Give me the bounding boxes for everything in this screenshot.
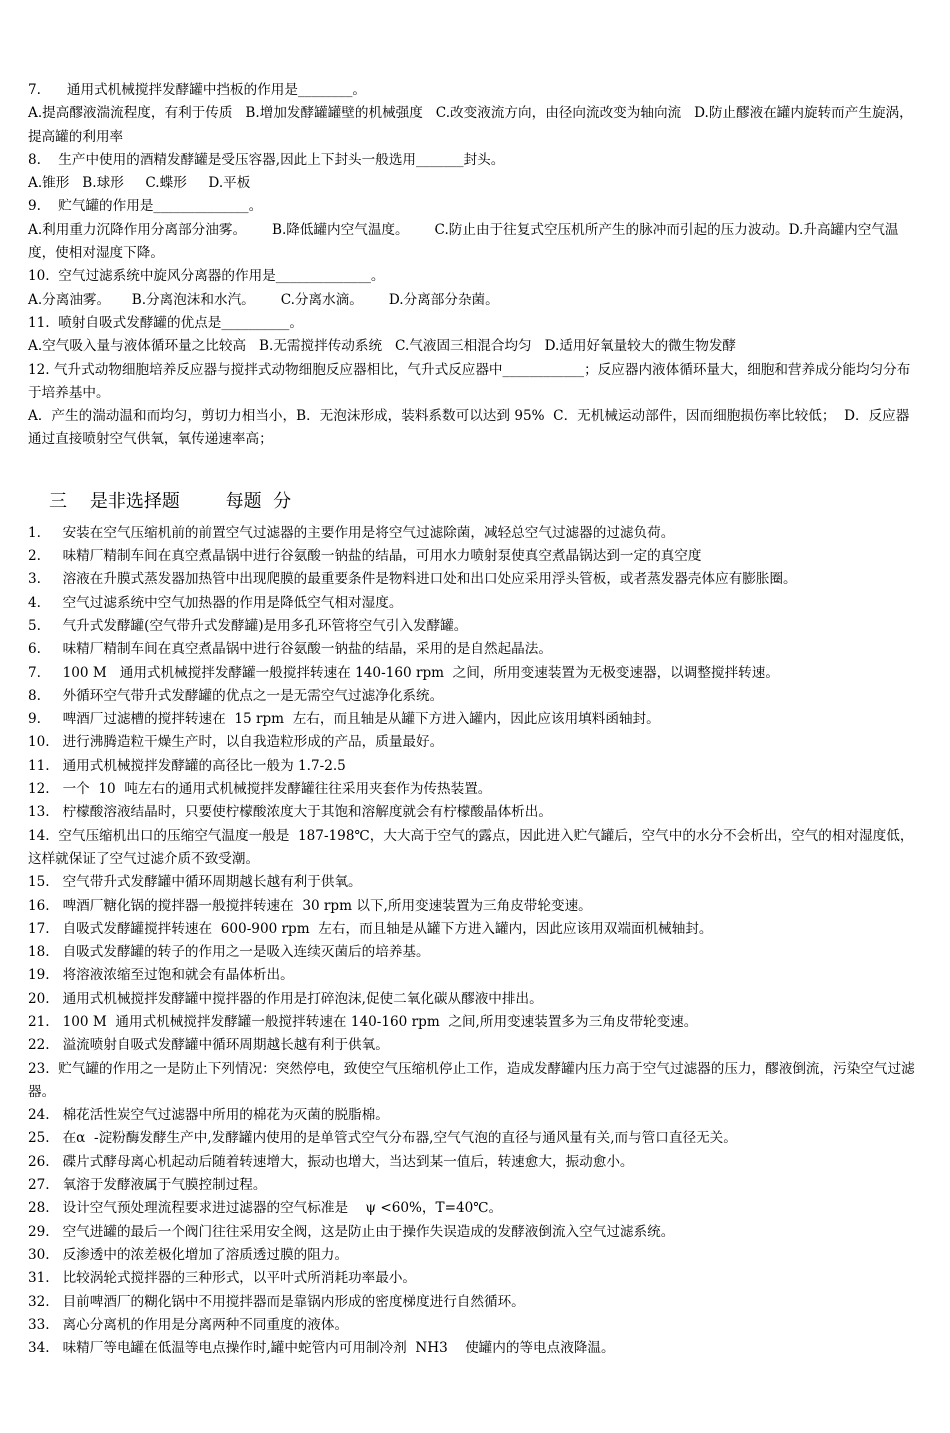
question-line: 9. 啤酒厂过滤槽的搅拌转速在 15 rpm 左右，而且轴是从罐下方进入罐内，因此应该用填料函轴封。 bbox=[28, 711, 660, 728]
question-line: 8. 生产中使用的酒精发酵罐是受压容器,因此上下封头一般选用_______封头。 bbox=[28, 151, 505, 168]
section-title: 三 是非选择题 每题 分 bbox=[49, 490, 292, 512]
question-line: 27. 氧溶于发酵液属于气膜控制过程。 bbox=[28, 1177, 267, 1194]
question-line: 22. 溢流喷射自吸式发酵罐中循环周期越长越有利于供氧。 bbox=[28, 1037, 389, 1054]
question-line: 12. 一个 10 吨左右的通用式机械搅拌发酵罐往往采用夹套作为传热装置。 bbox=[28, 781, 492, 798]
section-spacer bbox=[28, 452, 922, 490]
question-line: 20. 通用式机械搅拌发酵罐中搅拌器的作用是打碎泡沫,促使二氧化碳从醪液中排出。 bbox=[28, 990, 543, 1007]
question-line: 32. 目前啤酒厂的糊化锅中不用搅拌器而是靠锅内形成的密度梯度进行自然循环。 bbox=[28, 1293, 525, 1310]
question-line: 25. 在α -淀粉酶发酵生产中,发酵罐内使用的是单管式空气分布器,空气气泡的直径与通风量有关,而与管口直径无关。 bbox=[28, 1130, 737, 1147]
true-false-questions-section bbox=[28, 522, 922, 1361]
question-line: 5. 气升式发酵罐(空气带升式发酵罐)是用多孔环管将空气引入发酵罐。 bbox=[28, 617, 468, 634]
question-line: 19. 将溶液浓缩至过饱和就会有晶体析出。 bbox=[28, 967, 294, 984]
question-line: 2. 味精厂精制车间在真空煮晶锅中进行谷氨酸一钠盐的结晶，可用水力喷射泵使真空煮晶锅达到一定的真空度 bbox=[28, 548, 702, 565]
question-line: 23. 贮气罐的作用之一是防止下列情况：突然停电，致使空气压缩机停止工作，造成发酵罐内压力高于空气过滤器的压力，醪液倒流，污染空气过滤器。 bbox=[28, 1060, 915, 1100]
question-line: 28. 设计空气预处理流程要求进过滤器的空气标准是 ψ <60%，T=40℃。 bbox=[28, 1200, 503, 1217]
question-line: 11. 通用式机械搅拌发酵罐的高径比一般为 1.7-2.5 bbox=[28, 757, 346, 774]
question-line: 10. 进行沸腾造粒干燥生产时，以自我造粒形成的产品，质量最好。 bbox=[28, 734, 444, 751]
question-line: A.利用重力沉降作用分离部分油雾。 B.降低罐内空气温度。 C.防止由于往复式空压机所产生的脉冲而引起的压力波动。D.升高罐内空气温度，使相对湿度下降。 bbox=[28, 221, 899, 262]
question-line: A.提高醪液湍流程度，有利于传质 B.增加发酵罐罐壁的机械强度 C.改变液流方向，由径向流改变为轴向流 D.防止醪液在罐内旋转而产生旋涡，提高罐的利用率 bbox=[28, 105, 913, 145]
question-line: 33. 离心分离机的作用是分离两种不同重度的液体。 bbox=[28, 1316, 349, 1333]
question-line: 24. 棉花活性炭空气过滤器中所用的棉花为灭菌的脱脂棉。 bbox=[28, 1107, 389, 1124]
question-line: 6. 味精厂精制车间在真空煮晶锅中进行谷氨酸一钠盐的结晶，采用的是自然起晶法。 bbox=[28, 641, 552, 658]
question-line: 9. 贮气罐的作用是______________。 bbox=[28, 198, 263, 215]
question-line: A.空气吸入量与液体循环量之比较高 B.无需搅拌传动系统 C.气液固三相混合均匀 D.适用好氧量较大的微生物发酵 bbox=[28, 338, 737, 355]
question-line: 1. 安装在空气压缩机前的前置空气过滤器的主要作用是将空气过滤除菌，减轻总空气过滤器的过滤负荷。 bbox=[28, 524, 675, 541]
question-line: 11. 喷射自吸式发酵罐的优点是__________。 bbox=[28, 314, 303, 331]
question-line: 14. 空气压缩机出口的压缩空气温度一般是 187-198℃，大大高于空气的露点，因此进入贮气罐后，空气中的水分不会析出，空气的相对湿度低，这样就保证了空气过滤介质不致受潮。 bbox=[28, 827, 914, 867]
question-line: 8. 外循环空气带升式发酵罐的优点之一是无需空气过滤净化系统。 bbox=[28, 687, 444, 704]
question-line: 3. 溶液在升膜式蒸发器加热管中出现爬膜的最重要条件是物料进口处和出口处应采用浮头管板，或者蒸发器壳体应有膨胀圈。 bbox=[28, 571, 797, 588]
question-line: 16. 啤酒厂糖化锅的搅拌器一般搅拌转速在 30 rpm 以下,所用变速装置为三角皮带轮变速。 bbox=[28, 897, 592, 914]
question-line: A．产生的湍动温和而均匀，剪切力相当小，B．无泡沫形成，装料系数可以达到 95% C．无机械运动部件，因而细胞损伤率比较低； D．反应器通过直接喷射空气供氧，氧传递速率高； bbox=[28, 408, 910, 448]
question-line: 34. 味精厂等电罐在低温等电点操作时,罐中蛇管内可用制冷剂 NH3 使罐内的等电点液降温。 bbox=[28, 1340, 615, 1357]
question-line: 18. 自吸式发酵罐的转子的作用之一是吸入连续灭菌后的培养基。 bbox=[28, 944, 430, 961]
question-line: 10. 空气过滤系统中旋风分离器的作用是______________。 bbox=[28, 268, 385, 285]
question-line: 29. 空气进罐的最后一个阀门往往采用安全阀，这是防止由于操作失误造成的发酵液倒流入空气过滤系统。 bbox=[28, 1223, 675, 1240]
question-line: 4. 空气过滤系统中空气加热器的作用是降低空气相对湿度。 bbox=[28, 594, 403, 611]
question-line: 7. 100 M 通用式机械搅拌发酵罐一般搅拌转速在 140-160 rpm 之间，所用变速装置为无极变速器，以调整搅拌转速。 bbox=[28, 664, 779, 681]
question-line: 17. 自吸式发酵罐搅拌转速在 600-900 rpm 左右，而且轴是从罐下方进入罐内，因此应该用双端面机械轴封。 bbox=[28, 920, 713, 937]
question-line: 21. 100 M 通用式机械搅拌发酵罐一般搅拌转速在 140-160 rpm 之间,所用变速装置多为三角皮带轮变速。 bbox=[28, 1013, 698, 1030]
question-line: A.分离油雾。 B.分离泡沫和水汽。 C.分离水滴。 D.分离部分杂菌。 bbox=[28, 291, 499, 308]
question-line: 30. 反渗透中的浓差极化增加了溶质透过膜的阻力。 bbox=[28, 1246, 349, 1263]
question-line: 26. 碟片式酵母离心机起动后随着转速增大，振动也增大，当达到某一值后，转速愈大，振动愈小。 bbox=[28, 1153, 634, 1170]
question-line: 13. 柠檬酸溶液结晶时，只要使柠檬酸浓度大于其饱和溶解度就会有柠檬酸晶体析出。 bbox=[28, 804, 552, 821]
question-line: 31. 比较涡轮式搅拌器的三种形式，以平叶式所消耗功率最小。 bbox=[28, 1270, 417, 1287]
question-line: 7. 通用式机械搅拌发酵罐中挡板的作用是________。 bbox=[28, 82, 366, 98]
question-line: A.锥形 B.球形 C.蝶形 D.平板 bbox=[28, 175, 251, 192]
question-line: 12. 气升式动物细胞培养反应器与搅拌式动物细胞反应器相比，气升式反应器中____________；反应器内液体循环量大，细胞和营养成分能均匀分布于培养基中。 bbox=[28, 361, 911, 401]
question-line: 15. 空气带升式发酵罐中循环周期越长越有利于供氧。 bbox=[28, 874, 362, 891]
choice-questions-section bbox=[28, 79, 922, 452]
